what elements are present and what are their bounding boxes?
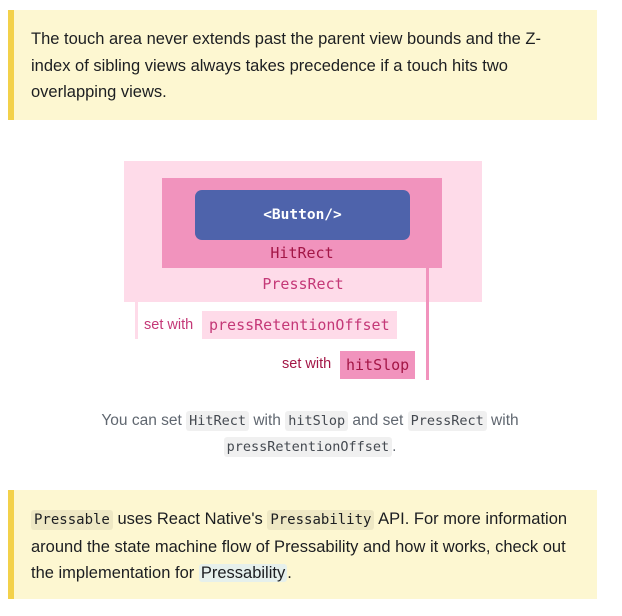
caption-code-pressrect: PressRect — [408, 411, 487, 431]
caption-text-3: and set — [348, 412, 408, 429]
caption-text-2: with — [249, 412, 286, 429]
hit-slop-code: hitSlop — [340, 351, 415, 379]
caption-text-5: . — [392, 438, 397, 455]
diagram-caption — [60, 408, 560, 460]
hit-rect-label: HitRect — [270, 244, 334, 262]
press-set-with-text: set with — [144, 317, 194, 333]
button-element — [195, 190, 410, 240]
press-rect-label: PressRect — [262, 275, 344, 293]
button-label: <Button/> — [263, 207, 342, 223]
pressability-note-text-2: API. For more information around the state machine flow of Pressability and how it works, check out the implementation for — [31, 510, 568, 582]
caption-code-hitrect: HitRect — [186, 411, 249, 431]
touch-area-note-text: The touch area never extends past the parent view bounds and the Z-index of sibling views always takes precedence if a touch hits two overlapping views. — [31, 30, 541, 101]
pressable-code: Pressable — [31, 510, 113, 530]
pressability-note-text-3: . — [287, 564, 292, 582]
hit-set-with-text: set with — [282, 356, 332, 372]
caption-text-4: with — [486, 412, 519, 429]
pressability-code: Pressability — [267, 510, 374, 530]
caption-text-1: You can set — [101, 412, 187, 429]
pressability-link[interactable]: Pressability — [200, 564, 286, 582]
press-rect-connector — [135, 302, 138, 339]
pressability-note-text-1: uses React Native's — [112, 510, 268, 528]
press-retention-offset-code: pressRetentionOffset — [202, 311, 397, 339]
pressability-note — [8, 490, 597, 599]
hit-rect-connector — [426, 268, 429, 380]
caption-code-hitslop: hitSlop — [285, 411, 348, 431]
caption-code-pressretentionoffset: pressRetentionOffset — [224, 437, 393, 457]
